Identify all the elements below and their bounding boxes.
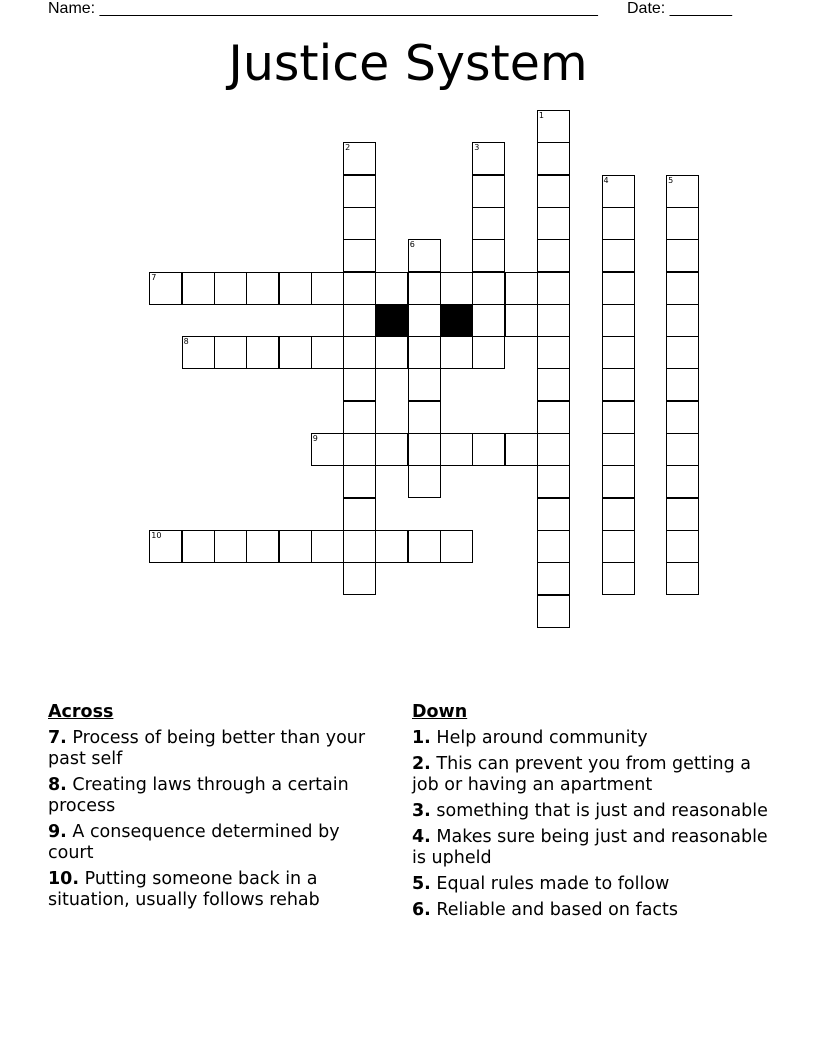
clue-text: Reliable and based on facts — [436, 900, 679, 920]
clue-number-label: 8 — [183, 337, 189, 347]
grid-cell[interactable] — [666, 175, 699, 208]
grid-cell[interactable] — [472, 175, 505, 208]
clue-text: Help around community — [436, 728, 648, 748]
grid-cell[interactable] — [472, 433, 505, 466]
clue-number: 3. — [412, 801, 431, 821]
grid-cell[interactable] — [408, 530, 441, 563]
clue-text: Process of being better than your past self — [48, 728, 366, 769]
grid-cell[interactable] — [440, 433, 473, 466]
clue-number-label: 1 — [538, 111, 544, 120]
grid-cell[interactable] — [602, 433, 635, 466]
clue-text: Makes sure being just and reasonable is upheld — [412, 827, 768, 868]
grid-cell[interactable] — [149, 272, 182, 305]
grid-cell[interactable] — [343, 368, 376, 401]
grid-cell[interactable] — [666, 304, 699, 337]
grid-cell[interactable] — [246, 530, 279, 563]
grid-cell[interactable] — [602, 175, 635, 208]
clue-number-label: 5 — [668, 175, 674, 185]
across-heading: Across — [48, 702, 114, 722]
grid-cell[interactable] — [311, 336, 344, 369]
grid-cell[interactable] — [408, 465, 441, 498]
clue-number-label: 10 — [151, 530, 162, 540]
grid-cell[interactable] — [537, 498, 570, 531]
grid-cell[interactable] — [246, 336, 279, 369]
grid-cell[interactable] — [602, 530, 635, 563]
clue-number: 10. — [48, 869, 80, 889]
grid-cell[interactable] — [311, 530, 344, 563]
grid-cell[interactable] — [602, 465, 635, 498]
grid-cell[interactable] — [666, 207, 699, 240]
clue-number: 2. — [412, 754, 431, 774]
grid-cell[interactable] — [602, 207, 635, 240]
clue-number: 6. — [412, 900, 431, 920]
grid-cell[interactable] — [472, 336, 505, 369]
grid-cell[interactable] — [440, 530, 473, 563]
clue-down-3 — [412, 801, 782, 822]
clue-number: 4. — [412, 827, 431, 847]
grid-cell[interactable] — [602, 304, 635, 337]
clue-number-label: 9 — [312, 434, 318, 443]
clue-text: Creating laws through a certain process — [48, 775, 349, 816]
grid-cell[interactable] — [214, 530, 247, 563]
grid-cell[interactable] — [375, 433, 408, 466]
clue-number: 8. — [48, 775, 67, 795]
grid-cell[interactable] — [537, 272, 570, 305]
grid-cell[interactable] — [537, 465, 570, 498]
grid-cell[interactable] — [537, 336, 570, 369]
grid-cell[interactable] — [182, 272, 215, 305]
grid-cell[interactable] — [602, 239, 635, 272]
grid-cell[interactable] — [602, 498, 635, 531]
grid-cell[interactable] — [537, 562, 570, 595]
grid-cell[interactable] — [666, 368, 699, 401]
grid-cell[interactable] — [537, 433, 570, 466]
clue-down-1 — [412, 728, 782, 749]
grid-cell[interactable] — [343, 207, 376, 240]
grid-cell[interactable] — [472, 142, 505, 175]
grid-cell[interactable] — [537, 368, 570, 401]
grid-cell[interactable] — [666, 498, 699, 531]
grid-cell[interactable] — [666, 272, 699, 305]
grid-cell[interactable] — [343, 272, 376, 305]
grid-cell[interactable] — [472, 304, 505, 337]
clue-across-8 — [48, 775, 388, 817]
grid-cell[interactable] — [537, 142, 570, 175]
grid-cell[interactable] — [279, 336, 312, 369]
clue-text: something that is just and reasonable — [436, 801, 768, 821]
grid-cell[interactable] — [182, 336, 215, 369]
grid-cell[interactable] — [408, 239, 441, 272]
grid-cell[interactable] — [408, 401, 441, 434]
name-field[interactable]: Name: ________________________________________________________ — [48, 0, 598, 17]
clue-text: Equal rules made to follow — [436, 874, 670, 894]
grid-cell[interactable] — [408, 368, 441, 401]
grid-cell[interactable] — [343, 304, 376, 337]
grid-cell[interactable] — [246, 272, 279, 305]
date-field[interactable]: Date: _______ — [627, 0, 732, 17]
grid-cell[interactable] — [666, 433, 699, 466]
grid-cell[interactable] — [343, 175, 376, 208]
grid-cell[interactable] — [666, 530, 699, 563]
grid-cell[interactable] — [472, 272, 505, 305]
clue-text: Putting someone back in a situation, usually follows rehab — [48, 869, 320, 910]
clue-number-label: 2 — [345, 143, 351, 153]
grid-cell[interactable] — [602, 272, 635, 305]
clue-number-label: 3 — [474, 143, 480, 153]
grid-cell[interactable] — [666, 336, 699, 369]
grid-cell[interactable] — [537, 530, 570, 563]
grid-cell[interactable] — [440, 336, 473, 369]
grid-cell[interactable] — [343, 401, 376, 434]
grid-cell[interactable] — [440, 272, 473, 305]
clue-down-6 — [412, 900, 782, 921]
clue-down-5 — [412, 874, 782, 895]
clue-text: This can prevent you from getting a job or having an apartment — [412, 754, 752, 795]
clue-number: 1. — [412, 728, 431, 748]
clue-number: 9. — [48, 822, 67, 842]
grid-cell[interactable] — [343, 433, 376, 466]
grid-cell[interactable] — [375, 530, 408, 563]
grid-cell[interactable] — [602, 401, 635, 434]
grid-cell[interactable] — [505, 304, 538, 337]
grid-cell[interactable] — [343, 498, 376, 531]
clue-number: 7. — [48, 728, 67, 748]
grid-cell[interactable] — [505, 272, 538, 305]
grid-cell[interactable] — [537, 595, 570, 628]
clue-number: 5. — [412, 874, 431, 894]
grid-cell[interactable] — [279, 530, 312, 563]
grid-cell[interactable] — [666, 239, 699, 272]
grid-cell[interactable] — [537, 304, 570, 337]
grid-cell[interactable] — [149, 530, 182, 563]
grid-cell[interactable] — [505, 433, 538, 466]
grid-cell[interactable] — [602, 368, 635, 401]
grid-cell[interactable] — [537, 175, 570, 208]
grid-cell[interactable] — [343, 142, 376, 175]
clue-across-9 — [48, 822, 388, 864]
grid-cell[interactable] — [182, 530, 215, 563]
grid-cell[interactable] — [408, 433, 441, 466]
grid-cell[interactable] — [343, 530, 376, 563]
grid-cell[interactable] — [666, 562, 699, 595]
grid-cell[interactable] — [279, 272, 312, 305]
page-title: Justice System — [228, 35, 588, 92]
grid-cell[interactable] — [408, 304, 441, 337]
grid-cell[interactable] — [375, 272, 408, 305]
grid-cell[interactable] — [537, 401, 570, 434]
across-clues — [48, 702, 388, 916]
grid-cell[interactable] — [343, 239, 376, 272]
grid-cell[interactable] — [311, 433, 344, 466]
grid-cell-blocked — [375, 304, 408, 337]
grid-cell[interactable] — [472, 239, 505, 272]
grid-cell[interactable] — [214, 272, 247, 305]
grid-cell[interactable] — [666, 401, 699, 434]
clue-across-7 — [48, 728, 388, 770]
grid-cell[interactable] — [537, 239, 570, 272]
clue-number-label: 7 — [151, 272, 157, 282]
grid-cell[interactable] — [472, 207, 505, 240]
clue-down-4 — [412, 827, 782, 869]
grid-cell[interactable] — [311, 272, 344, 305]
grid-cell[interactable] — [666, 465, 699, 498]
down-heading: Down — [412, 702, 468, 722]
grid-cell[interactable] — [375, 336, 408, 369]
grid-cell[interactable] — [537, 207, 570, 240]
clue-across-10 — [48, 869, 388, 911]
grid-cell[interactable] — [602, 336, 635, 369]
clue-text: A consequence determined by court — [48, 822, 340, 863]
grid-cell[interactable] — [343, 336, 376, 369]
clue-number-label: 4 — [603, 175, 609, 185]
clue-number-label: 6 — [409, 240, 415, 250]
grid-cell[interactable] — [214, 336, 247, 369]
grid-cell[interactable] — [343, 465, 376, 498]
grid-cell[interactable] — [602, 562, 635, 595]
grid-cell[interactable] — [408, 272, 441, 305]
grid-cell[interactable] — [408, 336, 441, 369]
down-clues — [412, 702, 782, 926]
grid-cell[interactable] — [343, 562, 376, 595]
grid-cell-blocked — [440, 304, 473, 337]
grid-cell[interactable] — [537, 110, 570, 143]
clue-down-2 — [412, 754, 782, 796]
